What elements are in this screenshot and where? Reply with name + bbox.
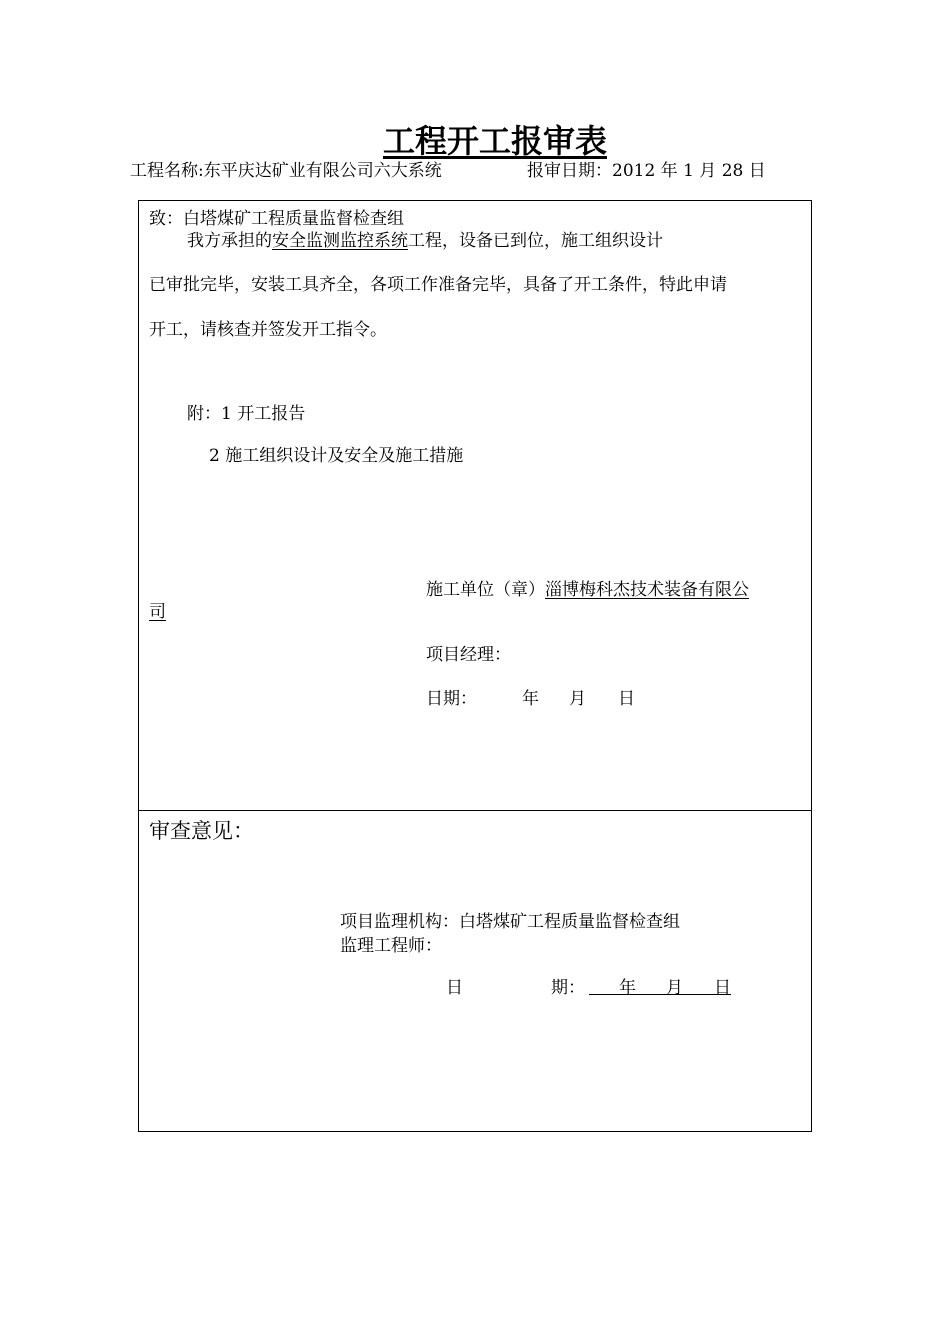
application-body-line-3: 开工，请核查并签发开工指令。 (149, 320, 387, 340)
project-name-label: 工程名称: (130, 161, 204, 181)
review-month-label: 月 (666, 978, 683, 998)
addressee-label: 致： (149, 209, 183, 229)
report-date-line (527, 156, 766, 181)
supervision-org-name: 白塔煤矿工程质量监督检查组 (459, 912, 680, 932)
attachment-2: 2 施工组织设计及安全及施工措施 (209, 446, 464, 466)
report-date-label: 报审日期： (527, 161, 612, 181)
project-system-name: 安全监测监控系统 (272, 231, 408, 251)
report-date: 2012 年 1 月 28 日 (612, 161, 766, 181)
addressee: 白塔煤矿工程质量监督检查组 (183, 209, 404, 229)
review-year-label: 年 (619, 978, 636, 998)
construction-unit-line (426, 575, 749, 600)
review-date-char-2: 期： (551, 978, 585, 998)
supervision-org-label: 项目监理机构： (340, 912, 459, 932)
supervision-org-line (340, 907, 680, 932)
form-table (138, 200, 812, 1132)
application-body-line-2: 已审批完毕，安装工具齐全，各项工作准备完毕，具备了开工条件，特此申请 (149, 275, 727, 295)
body-prefix: 我方承担的 (187, 231, 272, 251)
supervision-engineer-label: 监理工程师： (340, 936, 442, 956)
application-day-label: 日 (618, 689, 635, 709)
project-manager-label: 项目经理： (426, 645, 511, 665)
review-date-char-1: 日 (446, 978, 463, 998)
page-title: 工程开工报审表 (382, 122, 607, 160)
review-opinion-label: 审查意见： (149, 819, 254, 843)
section-divider (139, 810, 811, 811)
review-day-label: 日 (714, 978, 731, 998)
body-line1-suffix: 工程，设备已到位，施工组织设计 (408, 231, 663, 251)
project-name: 东平庆达矿业有限公司六大系统 (203, 161, 442, 181)
construction-unit-label: 施工单位（章） (426, 580, 545, 600)
review-date-underline (589, 973, 731, 998)
construction-unit-name-wrap: 司 (149, 602, 166, 622)
application-body-line-1 (187, 226, 663, 251)
application-date-label: 日期： (426, 689, 477, 709)
attachment-1 (187, 399, 305, 424)
application-month-label: 月 (569, 689, 586, 709)
application-year-label: 年 (522, 689, 539, 709)
construction-unit-name: 淄博梅科杰技术装备有限公 (545, 580, 749, 600)
project-name-line (130, 156, 442, 181)
attachment-1-text: 1 开工报告 (221, 404, 306, 424)
attachment-label: 附： (187, 404, 221, 424)
